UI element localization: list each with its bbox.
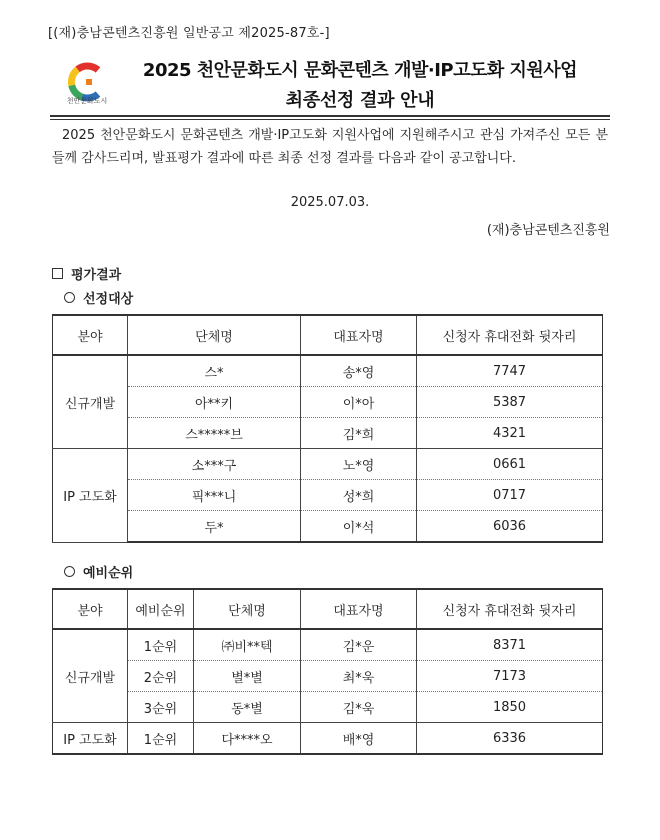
rep-cell: 성*희 (301, 480, 417, 511)
phone-cell: 1850 (417, 692, 603, 723)
org-cell: 스* (128, 355, 301, 387)
org-cell: 두* (128, 511, 301, 543)
org-cell: 동*별 (194, 692, 301, 723)
rank-cell: 3순위 (128, 692, 194, 723)
circle-bullet-icon (64, 292, 75, 303)
phone-cell: 0661 (417, 449, 603, 480)
rank-cell: 2순위 (128, 661, 194, 692)
rep-cell: 최*욱 (301, 661, 417, 692)
phone-cell: 7173 (417, 661, 603, 692)
phone-cell: 0717 (417, 480, 603, 511)
title-divider-thin (50, 119, 610, 120)
rep-cell: 노*영 (301, 449, 417, 480)
issuing-organization: (재)충남콘텐츠진흥원 (486, 223, 610, 238)
field-cell: 신규개발 (53, 355, 128, 449)
column-header: 분야 (53, 589, 128, 629)
table-row (53, 629, 603, 661)
phone-cell: 6036 (417, 511, 603, 543)
field-cell: IP 고도화 (53, 449, 128, 543)
announcement-date: 2025.07.03. (290, 195, 370, 210)
phone-cell: 5387 (417, 387, 603, 418)
rep-cell: 배*영 (301, 723, 417, 755)
table-row (53, 692, 603, 723)
rep-cell: 이*아 (301, 387, 417, 418)
rank-cell: 1순위 (128, 629, 194, 661)
table-row (53, 480, 603, 511)
title-divider-thick (50, 115, 610, 117)
column-header: 신청자 휴대전화 뒷자리 (417, 589, 603, 629)
org-cell: 아**키 (128, 387, 301, 418)
document-title: 2025 천안문화도시 문화콘텐츠 개발·IP고도화 지원사업 (142, 60, 578, 81)
table-row (53, 355, 603, 387)
column-header: 단체명 (194, 589, 301, 629)
reserve-table (52, 588, 603, 755)
org-cell: 픽***니 (128, 480, 301, 511)
column-header: 대표자명 (301, 589, 417, 629)
section-heading-results: 평가결과 (52, 264, 121, 283)
phone-cell: 7747 (417, 355, 603, 387)
column-header: 예비순위 (128, 589, 194, 629)
rep-cell: 김*욱 (301, 692, 417, 723)
org-cell: 소***구 (128, 449, 301, 480)
document-subtitle: 최종선정 결과 안내 (285, 90, 435, 111)
column-header: 단체명 (128, 315, 301, 355)
rep-cell: 송*영 (301, 355, 417, 387)
table-row (53, 449, 603, 480)
field-cell: 신규개발 (53, 629, 128, 723)
logo-text: 천안문화도시 (66, 97, 108, 105)
table-row (53, 418, 603, 449)
square-bullet-icon (52, 268, 63, 279)
table-row (53, 723, 603, 755)
intro-paragraph: 2025 천안문화도시 문화콘텐츠 개발·IP고도화 지원사업에 지원해주시고 관심 가져주신 모든 분들께 감사드리며, 발표평가 결과에 따른 최종 선정 결과를 다음과 같이 공고합니다. (52, 128, 608, 166)
rep-cell: 김*운 (301, 629, 417, 661)
table-header-row (53, 589, 603, 629)
rep-cell: 김*희 (301, 418, 417, 449)
column-header: 신청자 휴대전화 뒷자리 (417, 315, 603, 355)
org-cell: ㈜비**텍 (194, 629, 301, 661)
table-row (53, 387, 603, 418)
org-cell: 스*****브 (128, 418, 301, 449)
rank-cell: 1순위 (128, 723, 194, 755)
rep-cell: 이*석 (301, 511, 417, 543)
subheading-reserve: 예비순위 (64, 562, 133, 581)
phone-cell: 4321 (417, 418, 603, 449)
subheading-selected: 선정대상 (64, 288, 133, 307)
selected-table (52, 314, 603, 543)
notice-code: [(재)충남콘텐츠진흥원 일반공고 제2025-87호-] (48, 26, 330, 41)
org-cell: 별*별 (194, 661, 301, 692)
column-header: 분야 (53, 315, 128, 355)
field-cell: IP 고도화 (53, 723, 128, 755)
phone-cell: 8371 (417, 629, 603, 661)
phone-cell: 6336 (417, 723, 603, 755)
table-header-row (53, 315, 603, 355)
table-row (53, 661, 603, 692)
org-cell: 다****오 (194, 723, 301, 755)
table-row (53, 511, 603, 543)
column-header: 대표자명 (301, 315, 417, 355)
circle-bullet-icon (64, 566, 75, 577)
